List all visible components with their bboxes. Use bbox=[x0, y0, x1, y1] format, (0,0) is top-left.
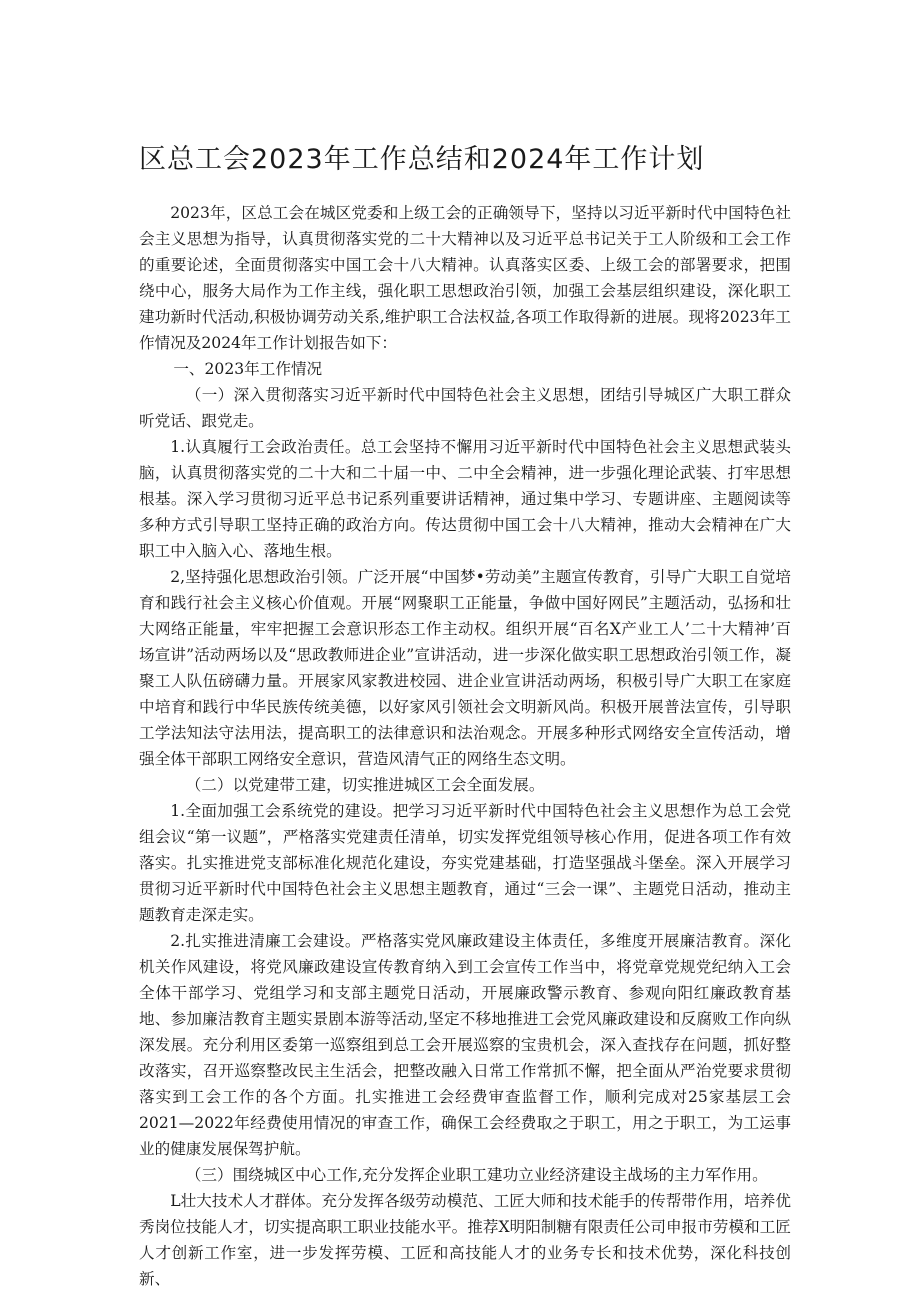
body-paragraph: 1.认真履行工会政治责任。总工会坚持不懈用习近平新时代中国特色社会主义思想武装头脑，认真贯彻落实党的二十大和二十届一中、二中全会精神，进一步强化理论武装、打牢思想根基。深入学习贯彻习近平总书记系列重要讲话精神，通过集中学习、专题讲座、主题阅读等多种方式引导职工坚持正确的政治方向。传达贯彻中国工会十八大精神，推动大会精神在广大职工中入脑入心、落地生根。 bbox=[139, 438, 791, 560]
intro-paragraph: 2023年，区总工会在城区党委和上级工会的正确领导下，坚持以习近平新时代中国特色社会主义思想为指导，认真贯彻落实党的二十大精神以及习近平总书记关于工人阶级和工会工作的重要论述，全面贯彻落实中国工会十八大精神。认真落实区委、上级工会的部署要求，把围绕中心，服务大局作为工作主线，强化职工思想政治引领，加强工会基层组织建设，深化职工建功新时代活动,积极协调劳动关系,维护职工合法权益,各项工作取得新的进展。现将2023年工作情况及2024年工作计划报告如下： bbox=[139, 204, 791, 352]
body-paragraph: 1.全面加强工会系统党的建设。把学习习近平新时代中国特色社会主义思想作为总工会党组会议“第一议题”，严格落实党建责任清单，切实发挥党组领导核心作用，促进各项工作有效落实。扎实推进党支部标准化规范化建设，夯实党建基础，打造坚强战斗堡垒。深入开展学习贯彻习近平新时代中国特色社会主义思想主题教育，通过“三会一课”、主题党日活动，推动主题教育走深走实。 bbox=[139, 802, 791, 924]
document-page bbox=[139, 138, 791, 1292]
section-heading-1: 一、2023年工作情况 bbox=[173, 360, 323, 378]
subsection-heading-3: （三）围绕城区中心工作,充分发挥企业职工建功立业经济建设主战场的主力军作用。 bbox=[185, 1166, 768, 1184]
body-paragraph: 2,坚持强化思想政治引领。广泛开展“中国梦•劳动美”主题宣传教育，引导广大职工自觉培育和践行社会主义核心价值观。开展“网聚职工正能量，争做中国好网民”主题活动，弘扬和壮大网络正能量，牢牢把握工会意识形态工作主动权。组织开展“百名X产业工人’二十大精神’百场宣讲”活动两场以及“思政教师进企业”宣讲活动，进一步深化做实职工思想政治引领工作，凝聚工人队伍磅礴力量。开展家风家教进校园、进企业宣讲活动两场，积极引导广大职工在家庭中培育和践行中华民族传统美德，以好家风引领社会文明新风尚。积极开展普法宣传，引导职工学法知法守法用法，提高职工的法律意识和法治观念。开展多种形式网络安全宣传活动，增强全体干部职工网络安全意识，营造风清气正的网络生态文明。 bbox=[139, 568, 791, 768]
subsection-heading-2: （二）以党建带工建，切实推进城区工会全面发展。 bbox=[185, 776, 545, 794]
subsection-heading-1: （一）深入贯彻落实习近平新时代中国特色社会主义思想，团结引导城区广大职工群众听党话、跟党走。 bbox=[139, 386, 791, 430]
document-title: 区总工会2023年工作总结和2024年工作计划 bbox=[139, 144, 705, 175]
body-paragraph: L壮大技术人才群体。充分发挥各级劳动模范、工匠大师和技术能手的传帮带作用，培养优秀岗位技能人才，切实提高职工职业技能水平。推荐X明阳制糖有限责任公司申报市劳模和工匠人才创新工作室，进一步发挥劳模、工匠和高技能人才的业务专长和技术优势，深化科技创新、 bbox=[139, 1192, 791, 1288]
body-paragraph: 2.扎实推进清廉工会建设。严格落实党风廉政建设主体责任，多维度开展廉洁教育。深化机关作风建设，将党风廉政建设宣传教育纳入到工会宣传工作当中，将党章党规党纪纳入工会全体干部学习、党组学习和支部主题党日活动，开展廉政警示教育、参观向阳红廉政教育基地、参加廉洁教育主题实景剧本游等活动,坚定不移地推进工会党风廉政建设和反腐败工作向纵深发展。充分利用区委第一巡察组到总工会开展巡察的宝贵机会，深入查找存在问题，抓好整改落实，召开巡察整改民主生活会，把整改融入日常工作常抓不懈，把全面从严治党要求贯彻落实到工会工作的各个方面。扎实推进工会经费审查监督工作，顺利完成对25家基层工会2021—2022年经费使用情况的审查工作，确保工会经费取之于职工，用之于职工，为工运事业的健康发展保驾护航。 bbox=[139, 932, 791, 1158]
